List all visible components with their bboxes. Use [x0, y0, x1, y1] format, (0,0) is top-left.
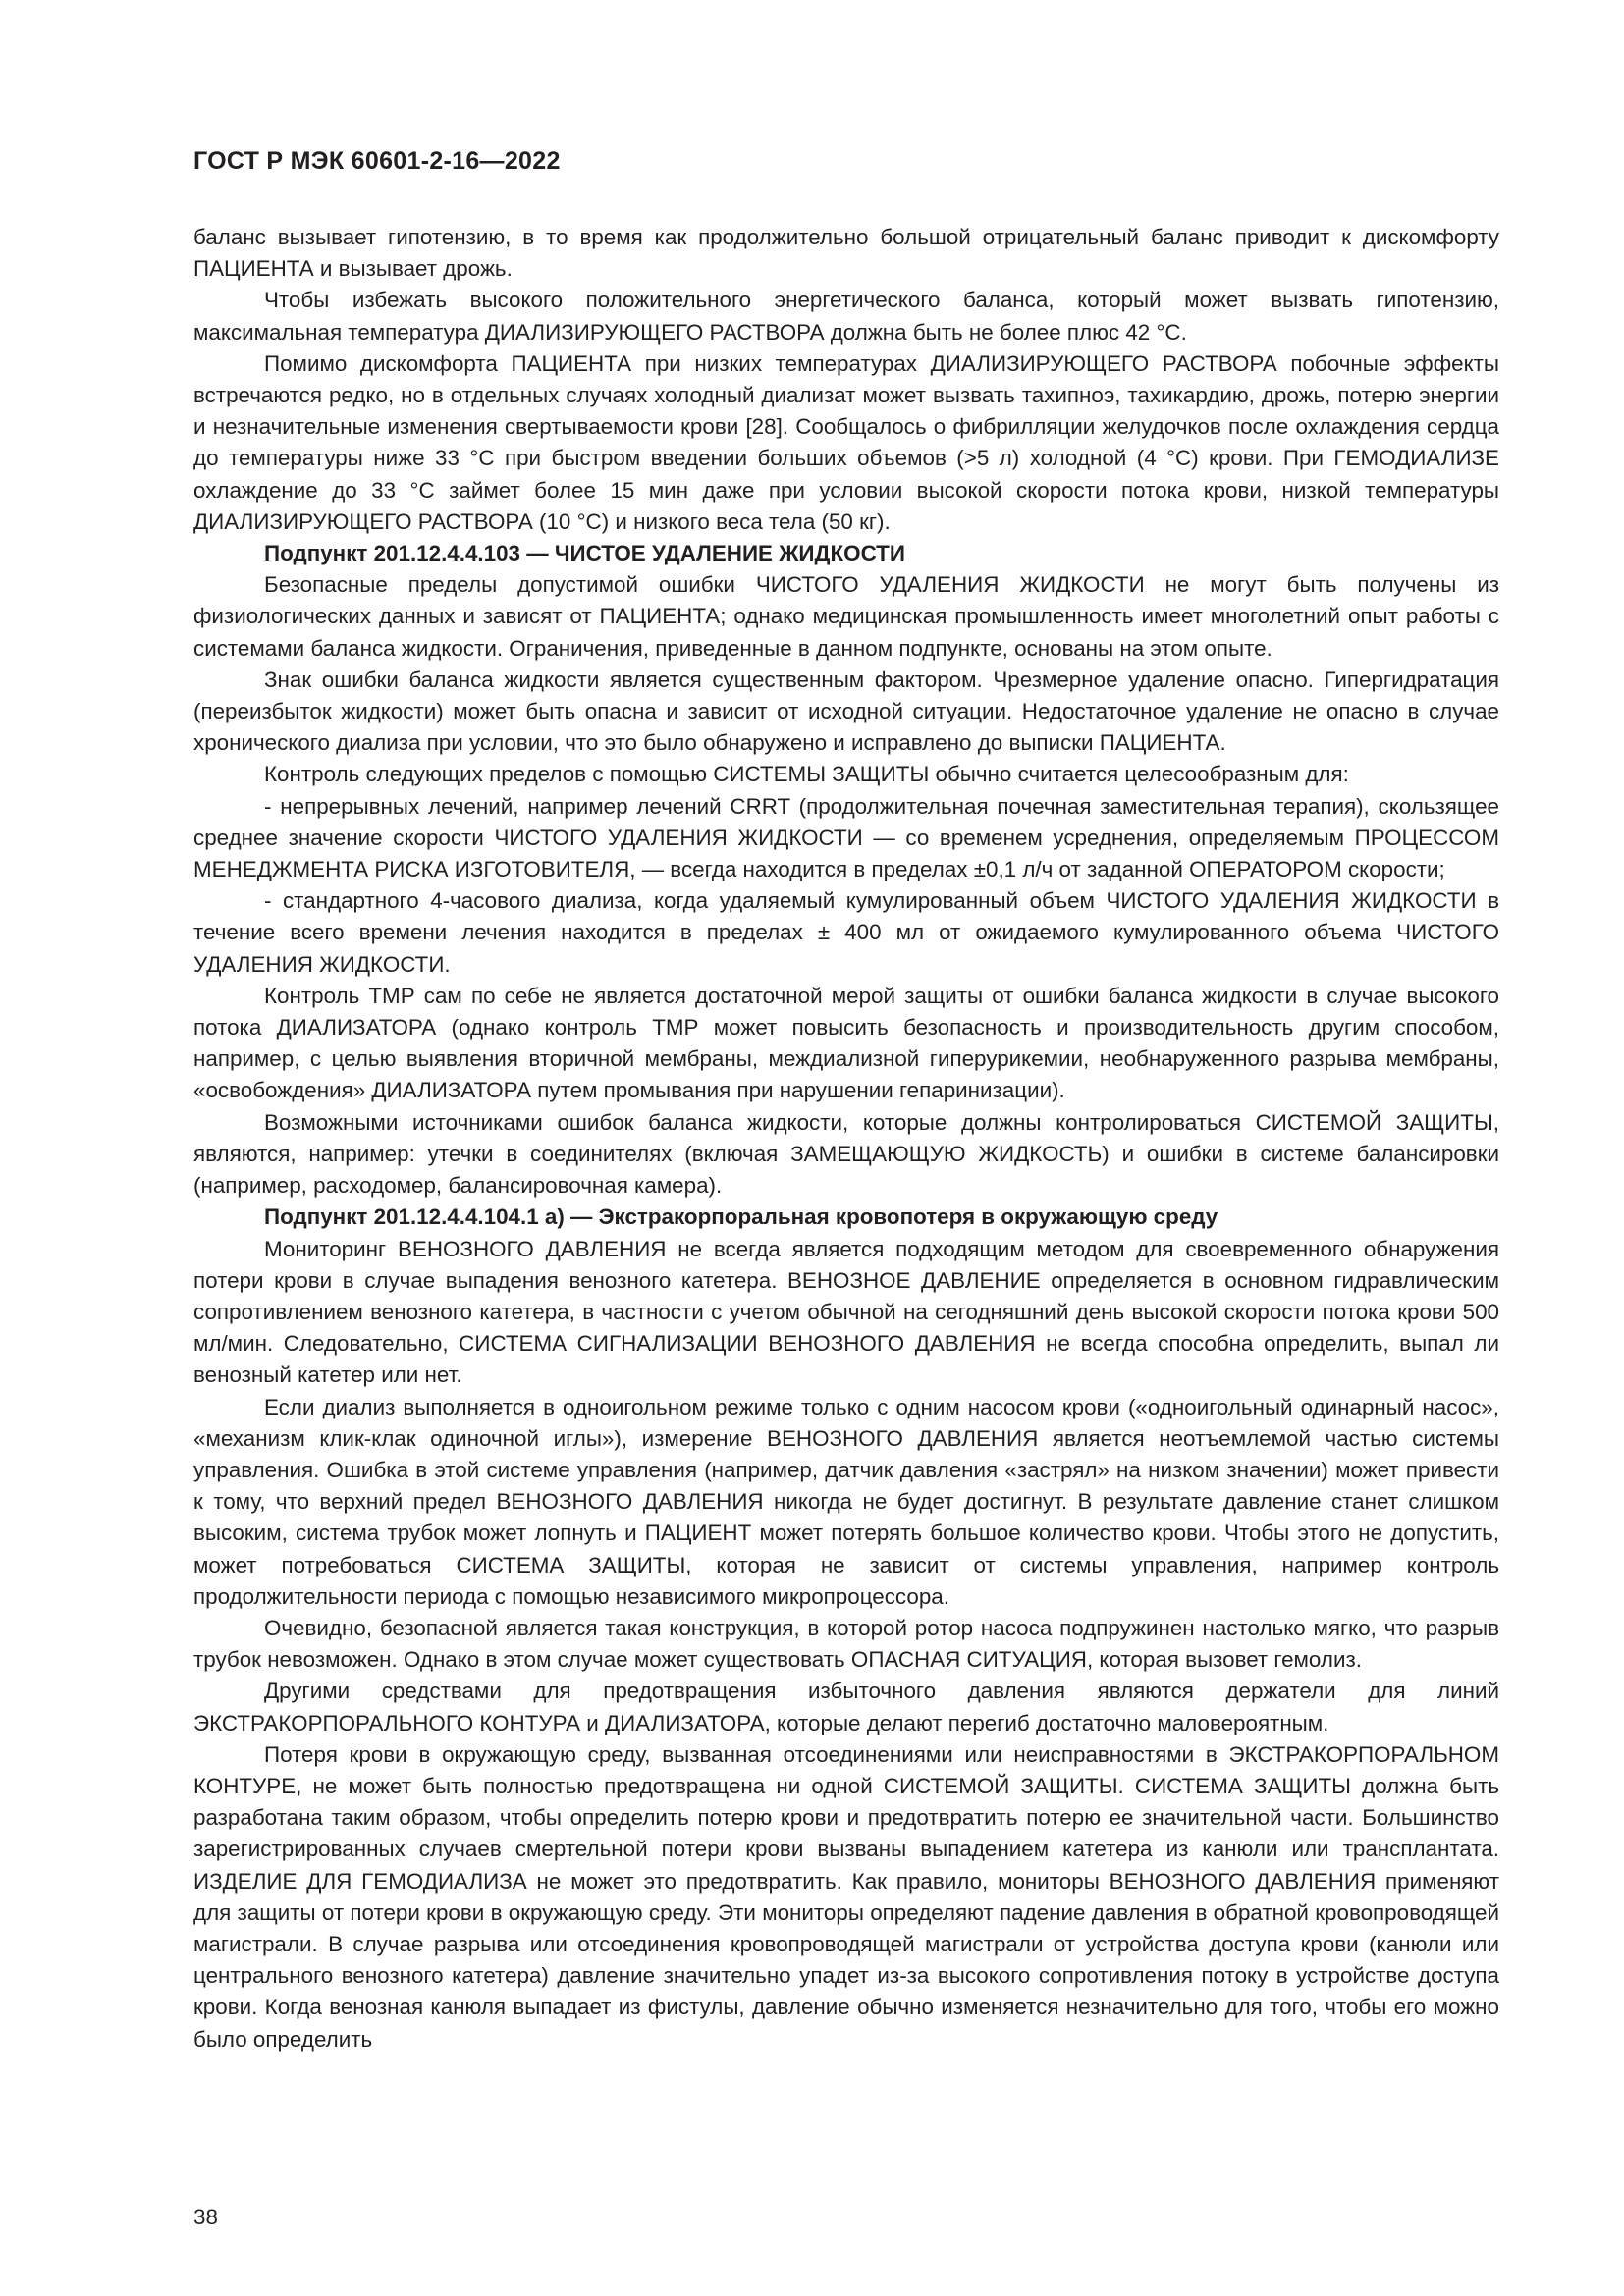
paragraph: Контроль ТМР сам по себе не является достаточной мерой защиты от ошибки баланса жидкости в случае высокого потока ДИАЛИЗАТОРА (однако контроль ТМР может повысить безопасность и производительность другим способом, например, с целью выявления вторичной мембраны, междиализной гиперурикемии, необнаруженного разрыва мембраны, «освобождения» ДИАЛИЗАТОРА путем промывания при нарушении гепаринизации). [193, 983, 1499, 1103]
paragraph: - стандартного 4-часового диализа, когда удаляемый кумулированный объем ЧИСТОГО УДАЛЕНИЯ ЖИДКОСТИ в течение всего времени лечения находится в пределах ± 400 мл от ожидаемого кумулированного объема ЧИСТОГО УДАЛЕНИЯ ЖИДКОСТИ. [193, 888, 1499, 977]
document-header: ГОСТ Р МЭК 60601-2-16—2022 [193, 147, 561, 175]
paragraph: Мониторинг ВЕНОЗНОГО ДАВЛЕНИЯ не всегда является подходящим методом для своевременного обнаружения потери крови в случае выпадения венозного катетера. ВЕНОЗНОЕ ДАВЛЕНИЕ определяется в основном гидравлическим сопротивлением венозного катетера, в частности с учетом обычной на сегодняшний день высокой скорости потока крови 500 мл/мин. Следовательно, СИСТЕМА СИГНАЛИЗАЦИИ ВЕНОЗНОГО ДАВЛЕНИЯ не всегда способна определить, выпал ли венозный катетер или нет. [193, 1236, 1499, 1388]
paragraph: баланс вызывает гипотензию, в то время как продолжительно большой отрицательный баланс приводит к дискомфорту ПАЦИЕНТА и вызывает дрожь. [193, 225, 1499, 282]
paragraph: Возможными источниками ошибок баланса жидкости, которые должны контролироваться СИСТЕМОЙ ЗАЩИТЫ, являются, например: утечки в соединителях (включая ЗАМЕЩАЮЩУЮ ЖИДКОСТЬ) и ошибки в системе балансировки (например, расходомер, балансировочная камера). [193, 1109, 1499, 1199]
paragraph: Знак ошибки баланса жидкости является существенным фактором. Чрезмерное удаление опасно. Гипергидратация (переизбыток жидкости) может быть опасна и зависит от исходной ситуации. Недостаточное удаление не опасно в случае хронического диализа при условии, что это было обнаружено и исправлено до выписки ПАЦИЕНТА. [193, 667, 1499, 756]
paragraph: Чтобы избежать высокого положительного энергетического баланса, который может вызвать гипотензию, максимальная температура ДИАЛИЗИРУЮЩЕГО РАСТВОРА должна быть не более плюс 42 °С. [193, 288, 1499, 345]
paragraph: - непрерывных лечений, например лечений CRRT (продолжительная почечная заместительная терапия), скользящее среднее значение скорости ЧИСТОГО УДАЛЕНИЯ ЖИДКОСТИ — со временем усреднения, определяемым ПРОЦЕССОМ МЕНЕДЖМЕНТА РИСКА ИЗГОТОВИТЕЛЯ, — всегда находится в пределах ±0,1 л/ч от заданной ОПЕРАТОРОМ скорости; [193, 793, 1499, 882]
paragraph: Потеря крови в окружающую среду, вызванная отсоединениями или неисправностями в ЭКСТРАКОРПОРАЛЬНОМ КОНТУРЕ, не может быть полностью предотвращена ни одной СИСТЕМОЙ ЗАЩИТЫ. СИСТЕМА ЗАЩИТЫ должна быть разработана таким образом, чтобы определить потерю крови и предотвратить потерю ее значительной части. Большинство зарегистрированных случаев смертельной потери крови вызваны выпадением катетера из канюли или трансплантата. ИЗДЕЛИЕ ДЛЯ ГЕМОДИАЛИЗА не может это предотвратить. Как правило, мониторы ВЕНОЗНОГО ДАВЛЕНИЯ применяют для защиты от потери крови в окружающую среду. Эти мониторы определяют падение давления в обратной кровопроводящей магистрали. В случае разрыва или отсоединения кровопроводящей магистрали от устройства доступа крови (канюли или центрального венозного катетера) давление значительно упадет из-за высокого сопротивления потоку в устройстве доступа крови. Когда венозная канюля выпадает из фистулы, давление обычно изменяется незначительно для того, чтобы его можно было определить [193, 1741, 1499, 2052]
document-body [193, 222, 1499, 2056]
paragraph: Очевидно, безопасной является такая конструкция, в которой ротор насоса подпружинен настолько мягко, что разрыв трубок невозможен. Однако в этом случае может существовать ОПАСНАЯ СИТУАЦИЯ, которая вызовет гемолиз. [193, 1615, 1499, 1673]
paragraph: Если диализ выполняется в одноигольном режиме только с одним насосом крови («одноигольный одинарный насос», «механизм клик-клак одиночной иглы»), измерение ВЕНОЗНОГО ДАВЛЕНИЯ является неотъемлемой частью системы управления. Ошибка в этой системе управления (например, датчик давления «застрял» на низком значении) может привести к тому, что верхний предел ВЕНОЗНОГО ДАВЛЕНИЯ никогда не будет достигнут. В результате давление станет слишком высоким, система трубок может лопнуть и ПАЦИЕНТ может потерять большое количество крови. Чтобы этого не допустить, может потребоваться СИСТЕМА ЗАЩИТЫ, которая не зависит от системы управления, например контроль продолжительности периода с помощью независимого микропроцессора. [193, 1394, 1499, 1609]
section-subheading: Подпункт 201.12.4.4.103 — ЧИСТОЕ УДАЛЕНИЕ ЖИДКОСТИ [264, 541, 905, 566]
page-number: 38 [193, 2205, 218, 2229]
paragraph: Контроль следующих пределов с помощью СИСТЕМЫ ЗАЩИТЫ обычно считается целесообразным для: [264, 762, 1349, 787]
paragraph: Безопасные пределы допустимой ошибки ЧИСТОГО УДАЛЕНИЯ ЖИДКОСТИ не могут быть получены из физиологических данных и зависят от ПАЦИЕНТА; однако медицинская промышленность имеет многолетний опыт работы с системами баланса жидкости. Ограничения, приведенные в данном подпункте, основаны на этом опыте. [193, 572, 1499, 661]
paragraph: Другими средствами для предотвращения избыточного давления являются держатели для линий ЭКСТРАКОРПОРАЛЬНОГО КОНТУРА и ДИАЛИЗАТОРА, которые делают перегиб достаточно маловероятным. [193, 1679, 1499, 1735]
section-subheading: Подпункт 201.12.4.4.104.1 а) — Экстракорпоральная кровопотеря в окружающую среду [264, 1204, 1218, 1230]
paragraph: Помимо дискомфорта ПАЦИЕНТА при низких температурах ДИАЛИЗИРУЮЩЕГО РАСТВОРА побочные эффекты встречаются редко, но в отдельных случаях холодный диализат может вызвать тахипноэ, тахикардию, дрожь, потерю энергии и незначительные изменения свертываемости крови [28]. Сообщалось о фибрилляции желудочков после охлаждения сердца до температуры ниже 33 °С при быстром введении больших объемов (>5 л) холодной (4 °С) крови. При ГЕМОДИАЛИЗЕ охлаждение до 33 °С займет более 15 мин даже при условии высокой скорости потока крови, низкой температуры ДИАЛИЗИРУЮЩЕГО РАСТВОРА (10 °С) и низкого веса тела (50 кг). [193, 350, 1499, 534]
